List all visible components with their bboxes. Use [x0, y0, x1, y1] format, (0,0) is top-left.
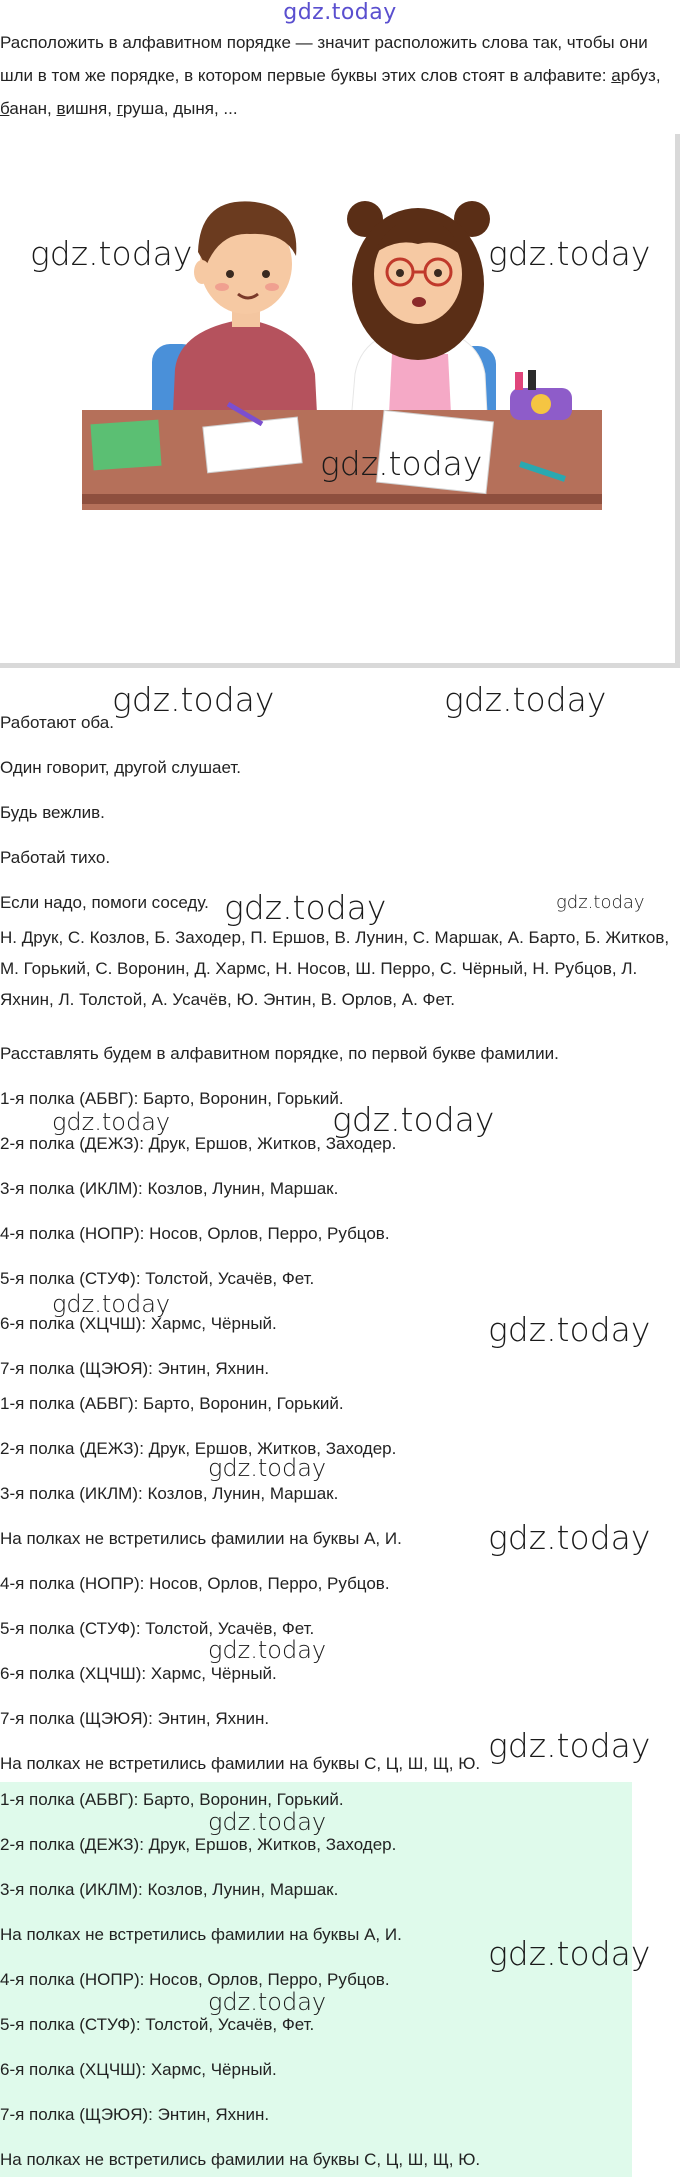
- ellipsis: , ...: [213, 99, 238, 118]
- watermark: gdz.today: [52, 1108, 171, 1136]
- intro-text: Расположить в алфавитном порядке — значит расположить слова так, чтобы они шли в том же порядке, в котором первые буквы этих слов стоят в алфавите:: [0, 33, 648, 85]
- rule-line: Будь вежлив.: [0, 803, 105, 822]
- shelf-line: 1-я полка (АБВГ): Барто, Воронин, Горький.: [0, 1394, 344, 1413]
- shelf-line: 2-я полка (ДЕЖЗ): Друк, Ершов, Житков, Заходер.: [0, 1134, 397, 1153]
- word-first-letter: а: [611, 66, 621, 85]
- paper-left: [203, 417, 302, 473]
- rule-line: Работай тихо.: [0, 848, 111, 867]
- rule-line: Один говорит, другой слушает.: [0, 758, 241, 777]
- shelf-line: 3-я полка (ИКЛМ): Козлов, Лунин, Маршак.: [0, 1484, 339, 1503]
- rule-line: Если надо, помоги соседу.: [0, 893, 209, 912]
- shelf-line: 3-я полка (ИКЛМ): Козлов, Лунин, Маршак.: [0, 1179, 339, 1198]
- illustration-frame: [0, 134, 680, 668]
- shelf-line: 5-я полка (СТУФ): Толстой, Усачёв, Фет.: [0, 2015, 315, 2034]
- watermark: gdz.today: [224, 888, 387, 927]
- shelf-line: 5-я полка (СТУФ): Толстой, Усачёв, Фет.: [0, 1269, 315, 1288]
- shelf-line: 4-я полка (НОПР): Носов, Орлов, Перро, Рубцов.: [0, 1224, 390, 1243]
- smiley-icon: [531, 394, 551, 414]
- word-rest: ишня: [65, 99, 108, 118]
- shelf-line: 6-я полка (ХЦЧШ): Хармс, Чёрный.: [0, 1664, 277, 1683]
- shelf-line: На полках не встретились фамилии на буквы А, И.: [0, 1925, 402, 1944]
- shelf-line: 4-я полка (НОПР): Носов, Орлов, Перро, Рубцов.: [0, 1970, 390, 1989]
- shelf-line: 7-я полка (ЩЭЮЯ): Энтин, Яхнин.: [0, 1359, 270, 1378]
- intro-paragraph: [0, 26, 675, 125]
- watermark: gdz.today: [208, 1454, 327, 1482]
- separator: ,: [107, 99, 117, 118]
- word-first-letter: г: [116, 99, 123, 118]
- shelf-line: На полках не встретились фамилии на буквы С, Ц, Ш, Щ, Ю.: [0, 2150, 481, 2169]
- separator: ,: [655, 66, 661, 85]
- word-rest: анан: [9, 99, 48, 118]
- watermark: gdz.today: [332, 1100, 495, 1139]
- watermark: gdz.today: [208, 1636, 327, 1664]
- shelf-line: 7-я полка (ЩЭЮЯ): Энтин, Яхнин.: [0, 1709, 270, 1728]
- watermark: gdz.today: [488, 234, 651, 273]
- shelf-line: На полках не встретились фамилии на буквы А, И.: [0, 1529, 402, 1548]
- shelf-line: 1-я полка (АБВГ): Барто, Воронин, Горький.: [0, 1089, 344, 1108]
- authors-list: Н. Друк, С. Козлов, Б. Заходер, П. Ершов, В. Лунин, С. Маршак, А. Барто, Б. Житков, М. Горький, С. Воронин, Д. Хармс, Н. Носов, Ш. Перро, С. Чёрный, Н. Рубцов, Л. Яхнин, Л. Толстой, А. Усачёв, Ю. Энтин, В. Орлов, А. Фет.: [0, 928, 670, 1009]
- shelf-line: 6-я полка (ХЦЧШ): Хармс, Чёрный.: [0, 1314, 277, 1333]
- watermark: gdz.today: [320, 444, 483, 483]
- shelf-line: 5-я полка (СТУФ): Толстой, Усачёв, Фет.: [0, 1619, 315, 1638]
- shelf-line: 3-я полка (ИКЛМ): Козлов, Лунин, Маршак.: [0, 1880, 339, 1899]
- separator: ,: [163, 99, 174, 118]
- shelf-line: 2-я полка (ДЕЖЗ): Друк, Ершов, Житков, Заходер.: [0, 1439, 397, 1458]
- watermark: gdz.today: [208, 1988, 327, 2016]
- green-book: [90, 420, 161, 471]
- watermark: gdz.today: [52, 1290, 171, 1318]
- word-first-letter: б: [0, 99, 10, 118]
- girl-figure: [347, 201, 490, 434]
- children-at-desk-illustration: [0, 134, 675, 663]
- watermark: gdz.today: [556, 892, 645, 913]
- watermark: gdz.today: [488, 1518, 651, 1557]
- shelf-line: 4-я полка (НОПР): Носов, Орлов, Перро, Рубцов.: [0, 1574, 390, 1593]
- site-logo[interactable]: gdz.today: [283, 0, 397, 25]
- watermark: gdz.today: [488, 1310, 651, 1349]
- word-rest: ыня: [183, 99, 214, 118]
- boy-figure: [172, 201, 318, 434]
- shelf-line: На полках не встретились фамилии на буквы С, Ц, Ш, Щ, Ю.: [0, 1754, 481, 1773]
- shelf-line: 6-я полка (ХЦЧШ): Хармс, Чёрный.: [0, 2060, 277, 2079]
- shelf-line: 1-я полка (АБВГ): Барто, Воронин, Горький.: [0, 1790, 344, 1809]
- shelf-line: 7-я полка (ЩЭЮЯ): Энтин, Яхнин.: [0, 2105, 270, 2124]
- separator: ,: [47, 99, 57, 118]
- watermark: gdz.today: [444, 680, 607, 719]
- word-first-letter: в: [56, 99, 66, 118]
- watermark: gdz.today: [488, 1726, 651, 1765]
- sort-note: Расставлять будем в алфавитном порядке, по первой букве фамилии.: [0, 1044, 559, 1063]
- watermark: gdz.today: [112, 680, 275, 719]
- word-rest: рбуз: [620, 66, 656, 85]
- watermark: gdz.today: [488, 1934, 651, 1973]
- watermark: gdz.today: [208, 1808, 327, 1836]
- shelf-line: 2-я полка (ДЕЖЗ): Друк, Ершов, Житков, Заходер.: [0, 1835, 397, 1854]
- word-rest: руша: [122, 99, 164, 118]
- word-first-letter: д: [173, 99, 184, 118]
- rule-line: Работают оба.: [0, 713, 114, 732]
- watermark: gdz.today: [30, 234, 193, 273]
